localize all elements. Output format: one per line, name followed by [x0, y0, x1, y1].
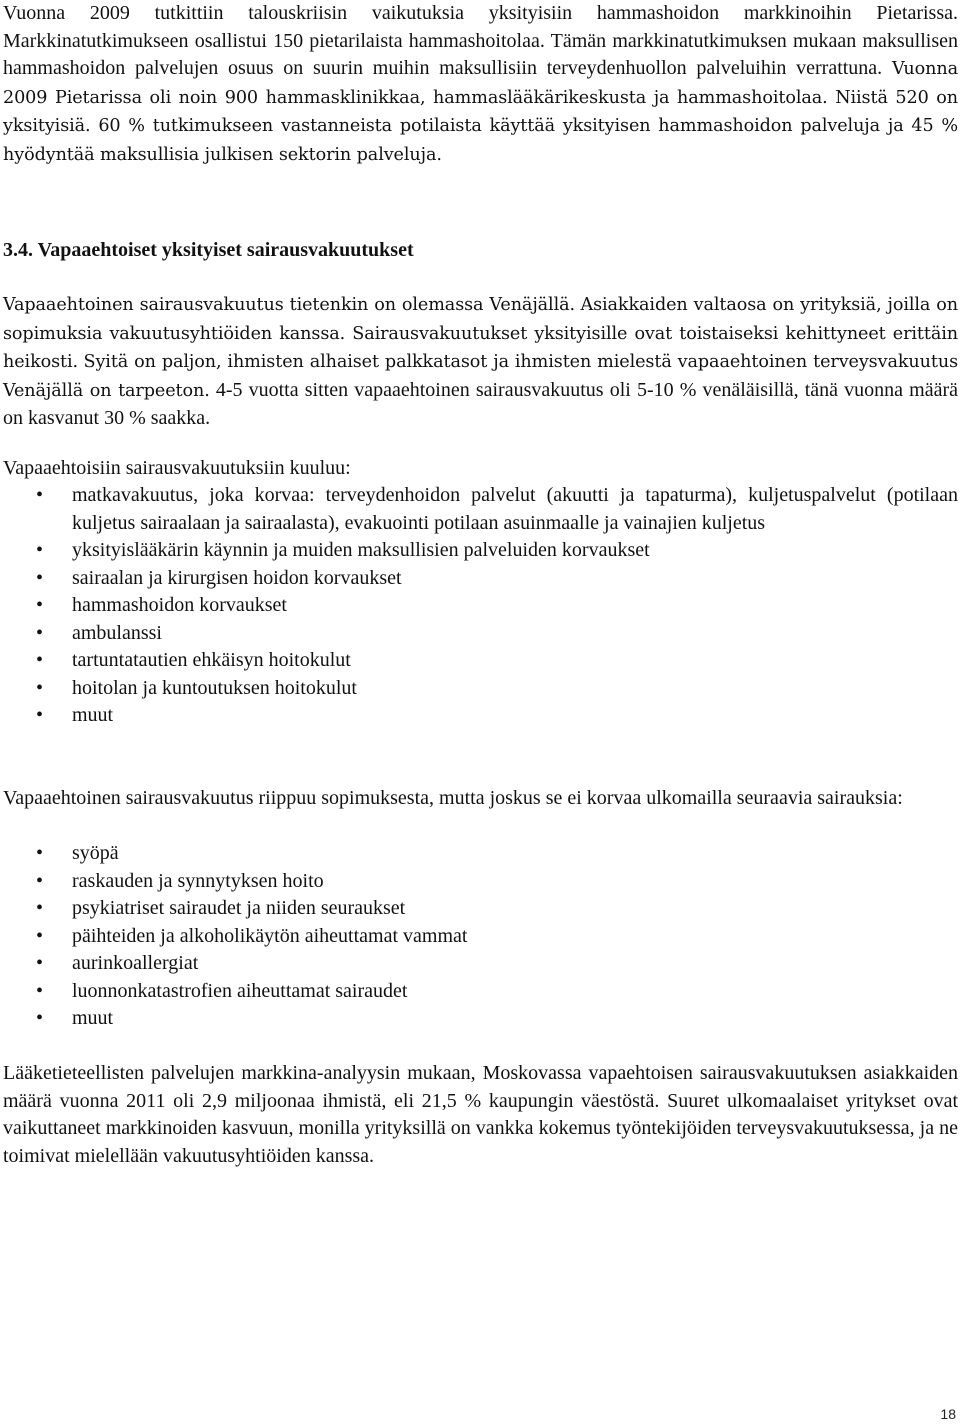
- bullet-icon: •: [36, 897, 44, 919]
- bullet-icon: •: [36, 1007, 44, 1029]
- list-item-text: hammashoidon korvaukset: [72, 594, 287, 616]
- list-item-text: hoitolan ja kuntoutuksen hoitokulut: [72, 676, 357, 699]
- list-item: [3, 482, 958, 537]
- paragraph-voluntary-insurance-part4: 4-5 vuotta sitten vapaaehtoinen sairausvakuutus oli 5-10 % venäläisillä, tänä vuonna määrä on kasvanut 30 % saakka.: [3, 378, 958, 429]
- paragraph-exclusions-intro: Vapaaehtoinen sairausvakuutus riippuu sopimuksesta, mutta joskus se ei korvaa ulkomailla seuraavia sairauksia:: [3, 787, 903, 809]
- bullet-icon: •: [36, 484, 44, 506]
- list-item: [3, 950, 958, 978]
- bullet-icon: •: [36, 842, 44, 864]
- list-item: [3, 868, 958, 896]
- paragraph-dental-market: [3, 0, 958, 169]
- paragraph-moscow-market-part1: Lääketieteellisten palvelujen markkina-analyysin mukaan, Moskovassa vapaehtoisen sairausvakuutuksen asiakkaiden määrä vuonna 2011 oli 2,9 miljoonaa ihmistä, eli 21,5 % kaupungin väestöstä.: [3, 1062, 958, 1112]
- section-heading: 3.4. Vapaaehtoiset yksityiset sairausvakuutukset: [3, 239, 414, 261]
- bullet-icon: •: [36, 539, 44, 561]
- bullet-icon: •: [36, 952, 44, 974]
- paragraph-dental-market-part1: Vuonna 2009 tutkittiin talouskriisin vaikutuksia yksityisiin hammashoidon markkinoihin Pietarissa. Markkinatutkimukseen osallistui 150 pietarilaista hammashoitolaa. Tämän markkinatutkimuksen mukaan maksullisen hammashoidon palvelujen osuus on suurin muihin maksullisiin terveydenhuollon palveluihin verrattuna.: [3, 2, 958, 79]
- paragraph-moscow-market: [3, 1060, 958, 1170]
- paragraph-dental-market-part2: Vuonna 2009 Pietarissa oli noin 900 hammasklinikkaa, hammaslääkärikeskusta ja hammashoitolaa. Niistä 520 on yksityisiä. 60 % tutkimukseen vastanneista potilaista käyttää yksityisen hammashoidon palveluja ja 45 % hyödyntää maksullisia julkisen sektorin palveluja.: [3, 59, 958, 165]
- list-item: [3, 537, 958, 565]
- list-item: [3, 895, 958, 923]
- list-item: [3, 592, 958, 620]
- list-item-text: tartuntatautien ehkäisyn hoitokulut: [72, 649, 351, 671]
- list-item-text: aurinkoallergiat: [72, 952, 199, 974]
- paragraph-moscow-market-part2: Suuret ulkomaalaiset yritykset ovat vaikuttaneet markkinoiden kasvuun, monilla yrityksillä on vankka kokemus työntekijöiden terveysvakuutuksessa, ja ne toimivat mielellään vakuutusyhtiöiden kanssa.: [3, 1089, 959, 1167]
- list-item: [3, 620, 958, 648]
- bullet-icon: •: [36, 676, 44, 699]
- page-number: 18: [940, 1406, 956, 1422]
- bullet-icon: •: [36, 594, 44, 616]
- list-item-text: päihteiden ja alkoholikäytön aiheuttamat vammat: [72, 924, 468, 947]
- list-item-text: ambulanssi: [72, 621, 162, 644]
- list-item: [3, 1005, 958, 1033]
- paragraph-coverage-intro: Vapaaehtoisiin sairausvakuutuksiin kuuluu:: [3, 457, 351, 479]
- bullet-icon: •: [36, 704, 44, 726]
- list-item-text: raskauden ja synnytyksen hoito: [72, 869, 324, 892]
- bullet-icon: •: [36, 924, 44, 947]
- list-item-text: psykiatriset sairaudet ja niiden seuraukset: [72, 897, 406, 919]
- bullet-icon: •: [36, 566, 44, 589]
- bullet-icon: •: [36, 621, 44, 644]
- list-item: [3, 978, 958, 1006]
- list-item-text: syöpä: [72, 842, 119, 864]
- list-item-text: sairaalan ja kirurgisen hoidon korvaukset: [72, 566, 402, 589]
- bullet-icon: •: [36, 869, 44, 892]
- list-item: [3, 840, 958, 868]
- list-item: [3, 702, 958, 730]
- paragraph-voluntary-insurance-part3: Syitä on paljon, ihmisten alhaiset palkkatasot ja ihmisten mielestä vapaaehtoinen terveysvakuutus Venäjällä on tarpeeton.: [3, 352, 958, 401]
- paragraph-voluntary-insurance-part2: Asiakkaiden valtaosa on yrityksiä, joilla on sopimuksia vakuutusyhtiöiden kanssa. Sairausvakuutukset yksityisille ovat toistaiseksi kehittyneet erittäin heikosti.: [3, 295, 959, 372]
- exclusions-list: [3, 840, 958, 1033]
- list-item-text: matkavakuutus, joka korvaa: terveydenhoidon palvelut (akuutti ja tapaturma), kuljetuspalvelut (potilaan kuljetus sairaalaan ja sairaalasta), evakuointi potilaan asuinmaalle ja vainajien kuljetus: [72, 484, 958, 534]
- list-item-text: luonnonkatastrofien aiheuttamat sairaudet: [72, 979, 408, 1002]
- coverage-list: [3, 482, 958, 730]
- list-item-text: yksityislääkärin käynnin ja muiden maksullisien palveluiden korvaukset: [72, 539, 650, 561]
- list-item: [3, 647, 958, 675]
- bullet-icon: •: [36, 979, 44, 1002]
- list-item: [3, 565, 958, 593]
- list-item: [3, 675, 958, 703]
- list-item-text: muut: [72, 1007, 114, 1029]
- paragraph-voluntary-insurance: [3, 291, 958, 433]
- list-item: [3, 923, 958, 951]
- list-item-text: muut: [72, 704, 114, 726]
- paragraph-voluntary-insurance-part1: Vapaaehtoinen sairausvakuutus tietenkin on olemassa Venäjällä.: [3, 295, 575, 315]
- bullet-icon: •: [36, 649, 44, 671]
